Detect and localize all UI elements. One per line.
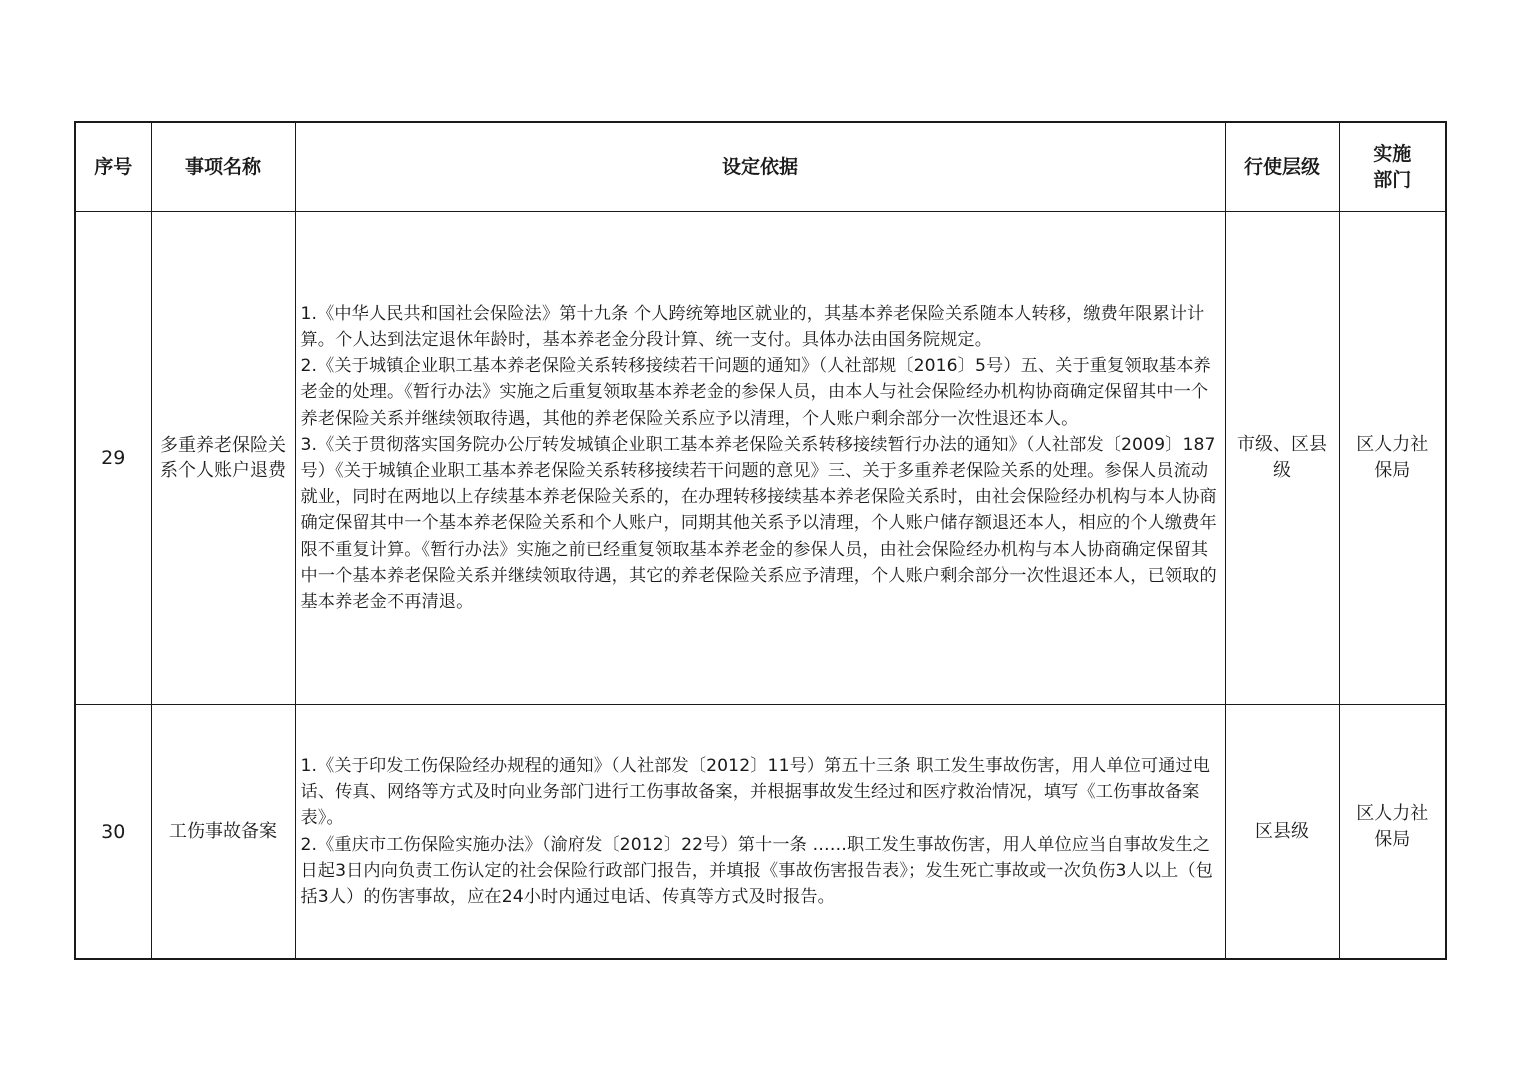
header-name: 事项名称 (151, 122, 295, 212)
header-basis: 设定依据 (295, 122, 1225, 212)
header-dept-label: 实施部门 (1373, 143, 1412, 191)
matters-table (74, 121, 1447, 960)
header-level: 行使层级 (1225, 122, 1339, 212)
table-header-row (75, 122, 1446, 212)
row-level: 区县级 (1255, 820, 1309, 842)
header-no: 序号 (75, 122, 151, 212)
row-dept: 区人力社保局 (1356, 434, 1429, 481)
table-row (75, 212, 1446, 705)
row-level-cell (1225, 705, 1339, 960)
row-dept: 区人力社保局 (1356, 802, 1429, 850)
row-no: 30 (75, 705, 151, 960)
table-row (75, 705, 1446, 960)
row-dept-cell (1339, 705, 1446, 960)
row-name: 多重养老保险关系个人账户退费 (151, 212, 295, 705)
header-dept (1339, 122, 1446, 212)
row-name: 工伤事故备案 (151, 705, 295, 960)
row-level: 市级、区县级 (1237, 434, 1327, 481)
row-basis: 1.《中华人民共和国社会保险法》第十九条 个人跨统筹地区就业的，其基本养老保险关系随本人转移，缴费年限累计计算。个人达到法定退休年龄时，基本养老金分段计算、统一支付。具体办法由国务院规定。 2.《关于城镇企业职工基本养老保险关系转移接续若干问题的通知》（人社部规〔2016〕5号）五、关于重复领取基本养老金的处理。《暂行办法》实施之后重复领取基本养老金的参保人员，由本人与社会保险经办机构协商确定保留其中一个养老保险关系并继续领取待遇，其他的养老保险关系应予以清理，个人账户剩余部分一次性退还本人。 3.《关于贯彻落实国务院办公厅转发城镇企业职工基本养老保险关系转移接续暂行办法的通知》（人社部发〔2009〕187号）《关于城镇企业职工基本养老保险关系转移接续若干问题的意见》三、关于多重养老保险关系的处理。参保人员流动就业，同时在两地以上存续基本养老保险关系的，在办理转移接续基本养老保险关系时，由社会保险经办机构与本人协商确定保留其中一个基本养老保险关系和个人账户，同期其他关系予以清理，个人账户储存额退还本人，相应的个人缴费年限不重复计算。《暂行办法》实施之前已经重复领取基本养老金的参保人员，由社会保险经办机构与本人协商确定保留其中一个基本养老保险关系并继续领取待遇，其它的养老保险关系应予清理，个人账户剩余部分一次性退还本人，已领取的基本养老金不再清退。 (295, 212, 1225, 705)
row-basis: 1.《关于印发工伤保险经办规程的通知》（人社部发〔2012〕11号）第五十三条 职工发生事故伤害，用人单位可通过电话、传真、网络等方式及时向业务部门进行工伤事故备案，并根据事故发生经过和医疗救治情况，填写《工伤事故备案表》。 2.《重庆市工伤保险实施办法》（渝府发〔2012〕22号）第十一条 ……职工发生事故伤害，用人单位应当自事故发生之日起3日内向负责工伤认定的社会保险行政部门报告，并填报《事故伤害报告表》；发生死亡事故或一次负伤3人以上（包括3人）的伤害事故，应在24小时内通过电话、传真等方式及时报告。 (295, 705, 1225, 960)
row-no: 29 (75, 212, 151, 705)
row-level-cell (1225, 212, 1339, 705)
row-dept-cell (1339, 212, 1446, 705)
